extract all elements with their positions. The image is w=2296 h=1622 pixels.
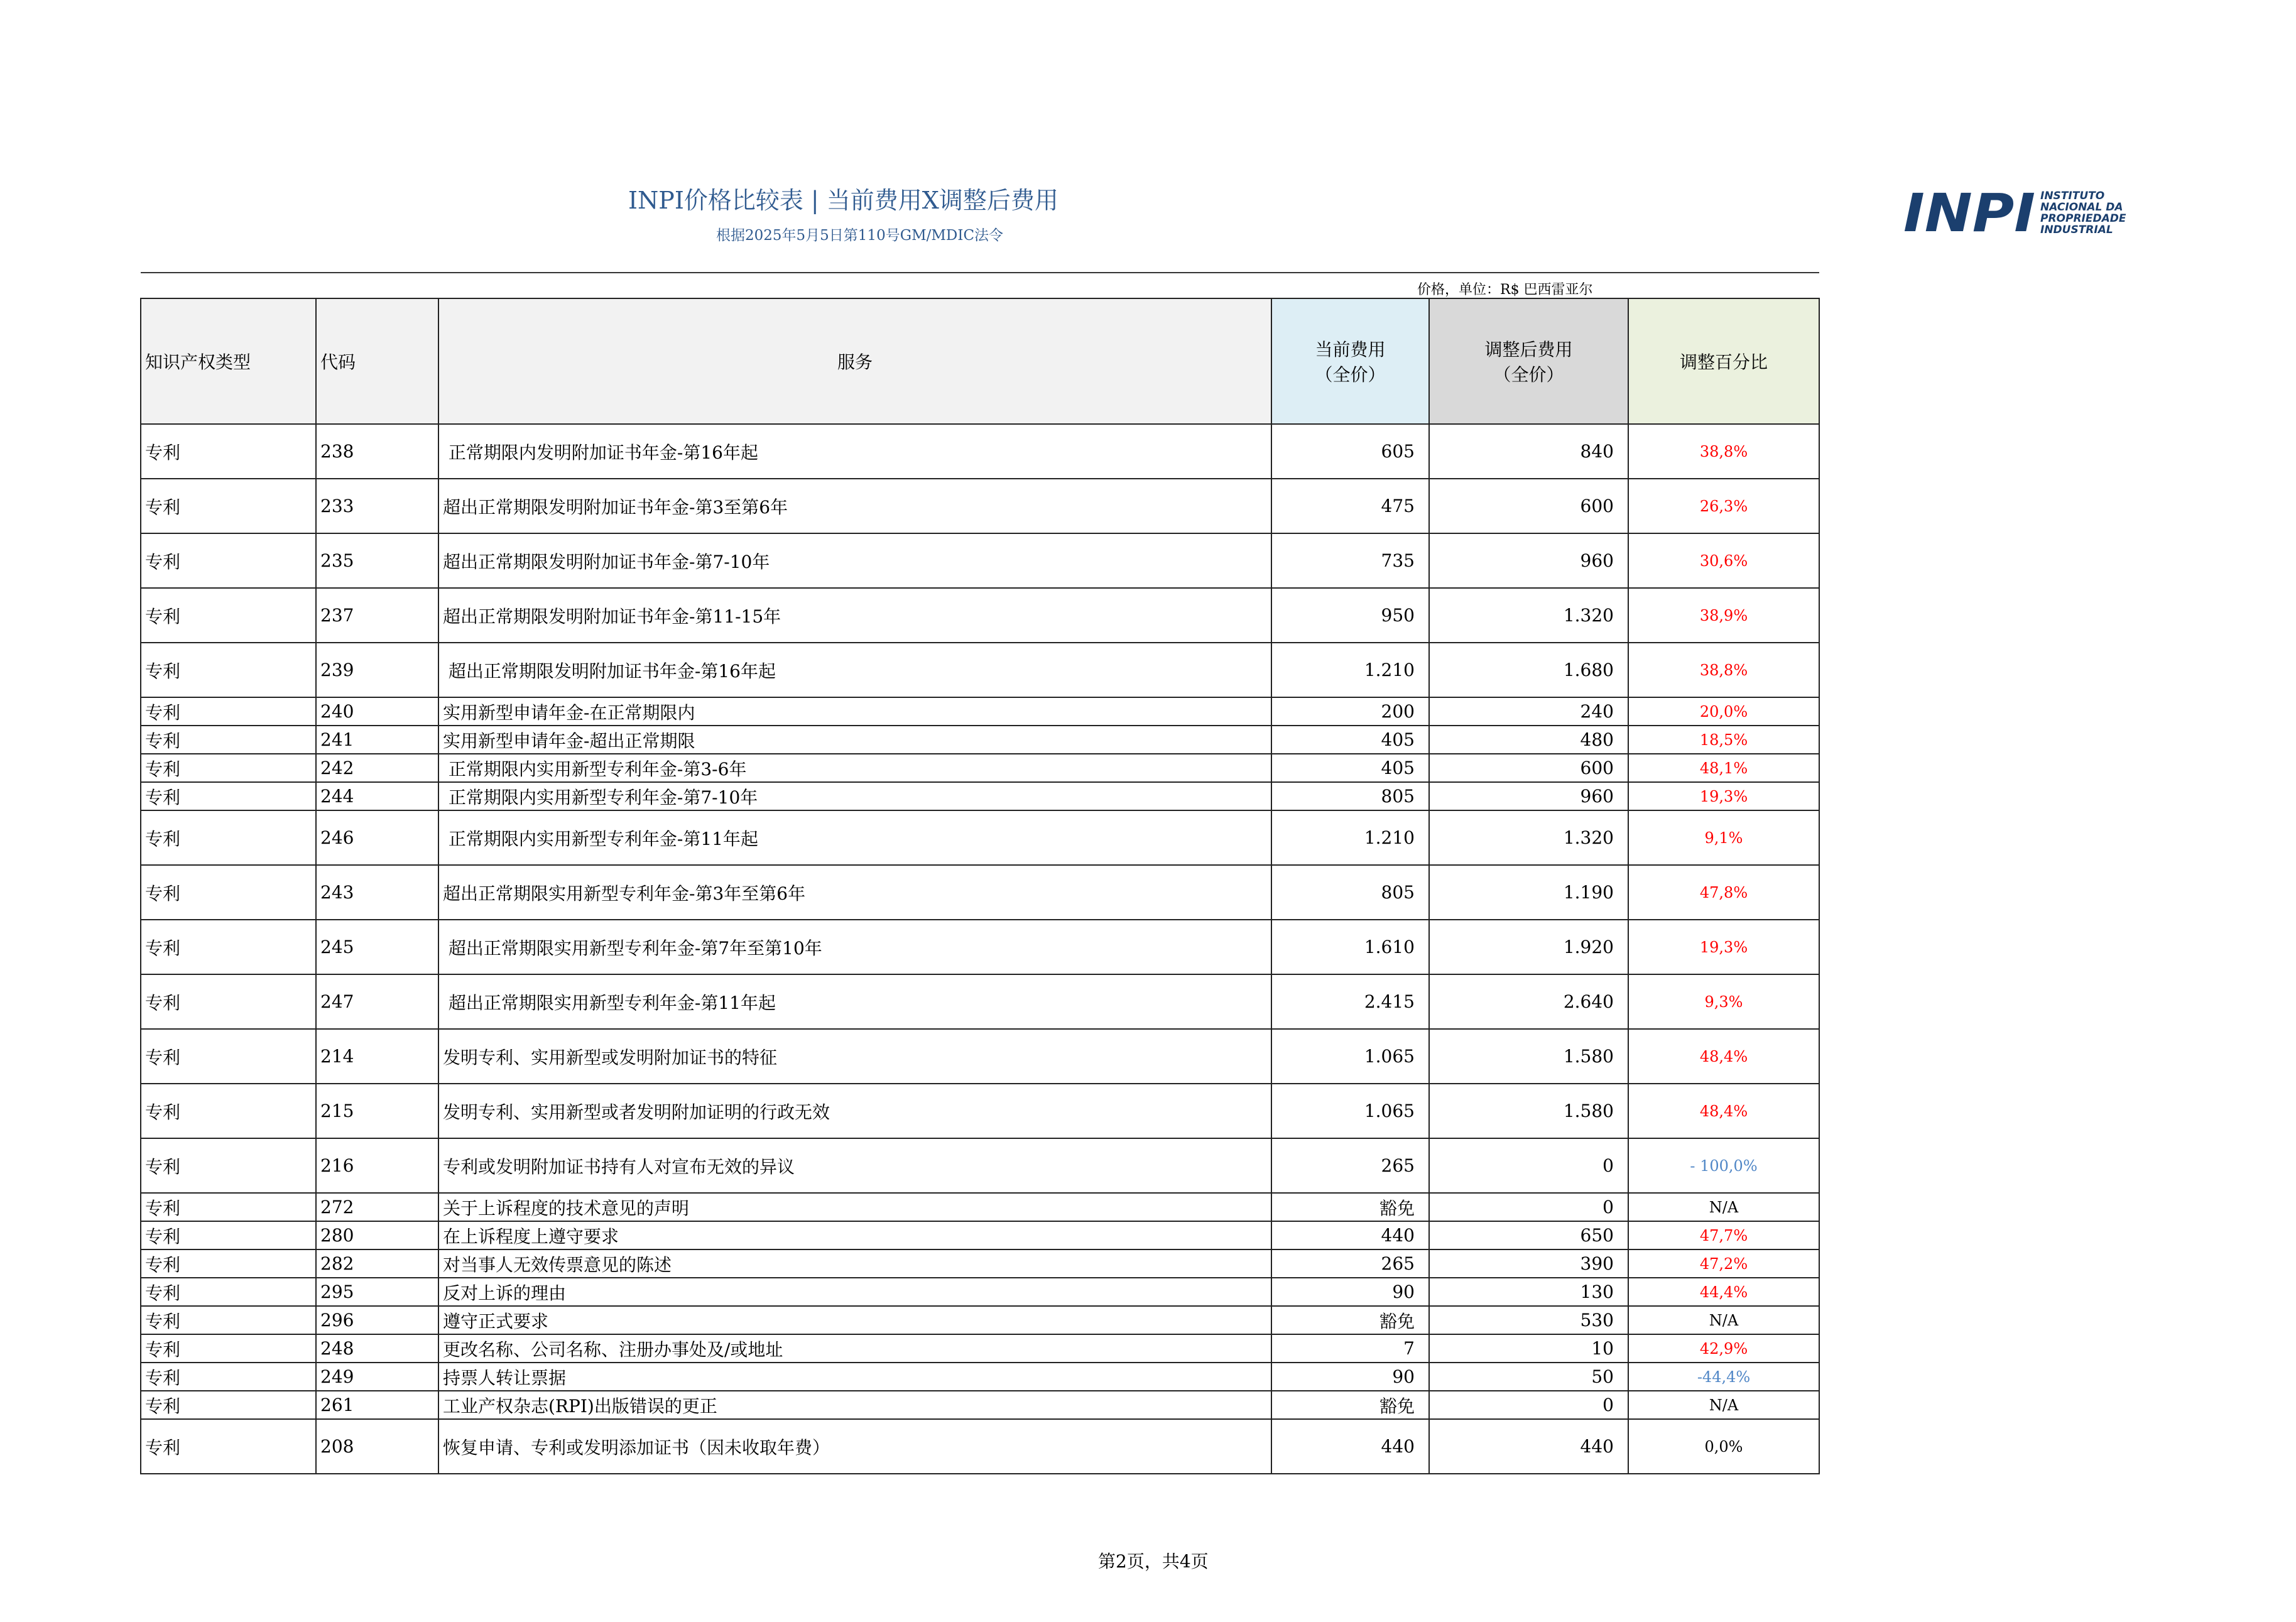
cell-current-fee: 1.210	[1271, 643, 1429, 697]
cell-type: 专利	[141, 1419, 316, 1474]
table-row	[141, 643, 1819, 697]
table-row	[141, 1138, 1819, 1193]
inpi-logo-line-1: INSTITUTO	[2040, 190, 2105, 202]
cell-type: 专利	[141, 1029, 316, 1084]
current-fee-sublabel: （全价）	[1315, 364, 1386, 385]
cell-adjusted-fee: 0	[1429, 1138, 1628, 1193]
cell-current-fee: 豁免	[1271, 1306, 1429, 1334]
cell-adjust-percent: 48,4%	[1628, 1029, 1819, 1084]
cell-current-fee: 265	[1271, 1138, 1429, 1193]
cell-current-fee: 475	[1271, 479, 1429, 533]
cell-type: 专利	[141, 697, 316, 726]
cell-code: 214	[316, 1029, 438, 1084]
cell-type: 专利	[141, 1193, 316, 1221]
cell-type: 专利	[141, 1363, 316, 1391]
cell-adjust-percent: 38,9%	[1628, 588, 1819, 643]
cell-service: 正常期限内实用新型专利年金-第11年起	[438, 810, 1271, 865]
cell-current-fee: 805	[1271, 782, 1429, 810]
cell-adjusted-fee: 50	[1429, 1363, 1628, 1391]
cell-adjusted-fee: 1.920	[1429, 920, 1628, 974]
table-row	[141, 1221, 1819, 1249]
cell-type: 专利	[141, 726, 316, 754]
table-row	[141, 479, 1819, 533]
cell-service: 正常期限内发明附加证书年金-第16年起	[438, 424, 1271, 479]
column-header-code: 代码	[316, 298, 438, 424]
cell-adjusted-fee: 10	[1429, 1334, 1628, 1363]
cell-adjusted-fee: 530	[1429, 1306, 1628, 1334]
cell-code: 280	[316, 1221, 438, 1249]
cell-adjust-percent: 18,5%	[1628, 726, 1819, 754]
cell-adjust-percent: 47,2%	[1628, 1249, 1819, 1278]
table-row	[141, 1334, 1819, 1363]
cell-service: 正常期限内实用新型专利年金-第3-6年	[438, 754, 1271, 782]
cell-code: 261	[316, 1391, 438, 1419]
cell-code: 242	[316, 754, 438, 782]
column-header-type: 知识产权类型	[141, 298, 316, 424]
cell-adjust-percent: N/A	[1628, 1193, 1819, 1221]
cell-service: 超出正常期限发明附加证书年金-第16年起	[438, 643, 1271, 697]
table-row	[141, 1391, 1819, 1419]
cell-current-fee: 1.210	[1271, 810, 1429, 865]
cell-type: 专利	[141, 1306, 316, 1334]
cell-adjusted-fee: 960	[1429, 533, 1628, 588]
table-row	[141, 424, 1819, 479]
table-row	[141, 1249, 1819, 1278]
cell-code: 249	[316, 1363, 438, 1391]
cell-adjusted-fee: 1.680	[1429, 643, 1628, 697]
cell-adjust-percent: 47,7%	[1628, 1221, 1819, 1249]
table-row	[141, 533, 1819, 588]
cell-service: 工业产权杂志(RPI)出版错误的更正	[438, 1391, 1271, 1419]
cell-adjusted-fee: 0	[1429, 1391, 1628, 1419]
cell-service: 发明专利、实用新型或发明附加证书的特征	[438, 1029, 1271, 1084]
table-row	[141, 1029, 1819, 1084]
cell-code: 247	[316, 974, 438, 1029]
inpi-logo-line-3: PROPRIEDADE	[2040, 212, 2126, 225]
cell-code: 240	[316, 697, 438, 726]
table-row	[141, 754, 1819, 782]
cell-adjust-percent: 30,6%	[1628, 533, 1819, 588]
table-row	[141, 697, 1819, 726]
cell-service: 持票人转让票据	[438, 1363, 1271, 1391]
cell-adjusted-fee: 600	[1429, 754, 1628, 782]
cell-service: 正常期限内实用新型专利年金-第7-10年	[438, 782, 1271, 810]
cell-adjust-percent: 0,0%	[1628, 1419, 1819, 1474]
cell-adjust-percent: 38,8%	[1628, 643, 1819, 697]
column-header-adjusted-fee	[1429, 298, 1628, 424]
table-row	[141, 782, 1819, 810]
cell-code: 237	[316, 588, 438, 643]
cell-code: 239	[316, 643, 438, 697]
table-header-row	[141, 298, 1819, 424]
page-title: INPI价格比较表 | 当前费用X调整后费用	[628, 187, 1058, 214]
cell-code: 238	[316, 424, 438, 479]
cell-type: 专利	[141, 479, 316, 533]
cell-adjust-percent: 44,4%	[1628, 1278, 1819, 1306]
cell-adjust-percent: 48,1%	[1628, 754, 1819, 782]
cell-adjusted-fee: 0	[1429, 1193, 1628, 1221]
cell-current-fee: 1.610	[1271, 920, 1429, 974]
cell-type: 专利	[141, 588, 316, 643]
cell-adjust-percent: 47,8%	[1628, 865, 1819, 920]
cell-adjust-percent: 26,3%	[1628, 479, 1819, 533]
inpi-logo-line-2: NACIONAL DA	[2040, 201, 2123, 214]
cell-adjusted-fee: 2.640	[1429, 974, 1628, 1029]
cell-type: 专利	[141, 533, 316, 588]
cell-adjust-percent: N/A	[1628, 1391, 1819, 1419]
table-row	[141, 1306, 1819, 1334]
cell-type: 专利	[141, 1334, 316, 1363]
cell-adjusted-fee: 960	[1429, 782, 1628, 810]
cell-adjusted-fee: 1.580	[1429, 1084, 1628, 1138]
cell-code: 282	[316, 1249, 438, 1278]
fee-comparison-table	[140, 298, 1820, 1474]
table-body	[141, 424, 1819, 1474]
cell-service: 超出正常期限发明附加证书年金-第11-15年	[438, 588, 1271, 643]
cell-adjust-percent: 9,3%	[1628, 974, 1819, 1029]
cell-current-fee: 605	[1271, 424, 1429, 479]
cell-current-fee: 440	[1271, 1221, 1429, 1249]
cell-current-fee: 1.065	[1271, 1029, 1429, 1084]
cell-type: 专利	[141, 754, 316, 782]
cell-current-fee: 7	[1271, 1334, 1429, 1363]
cell-current-fee: 950	[1271, 588, 1429, 643]
cell-type: 专利	[141, 920, 316, 974]
cell-current-fee: 405	[1271, 754, 1429, 782]
cell-current-fee: 200	[1271, 697, 1429, 726]
cell-adjusted-fee: 1.580	[1429, 1029, 1628, 1084]
cell-type: 专利	[141, 1249, 316, 1278]
cell-service: 超出正常期限发明附加证书年金-第7-10年	[438, 533, 1271, 588]
cell-code: 296	[316, 1306, 438, 1334]
cell-service: 恢复申请、专利或发明添加证书（因未收取年费）	[438, 1419, 1271, 1474]
cell-service: 遵守正式要求	[438, 1306, 1271, 1334]
table-row	[141, 1193, 1819, 1221]
cell-type: 专利	[141, 424, 316, 479]
cell-current-fee: 豁免	[1271, 1193, 1429, 1221]
table-row	[141, 810, 1819, 865]
cell-adjusted-fee: 480	[1429, 726, 1628, 754]
cell-adjusted-fee: 390	[1429, 1249, 1628, 1278]
cell-adjust-percent: - 100,0%	[1628, 1138, 1819, 1193]
cell-current-fee: 豁免	[1271, 1391, 1429, 1419]
cell-current-fee: 265	[1271, 1249, 1429, 1278]
cell-current-fee: 735	[1271, 533, 1429, 588]
cell-type: 专利	[141, 810, 316, 865]
column-header-service: 服务	[438, 298, 1271, 424]
cell-type: 专利	[141, 643, 316, 697]
cell-adjust-percent: 38,8%	[1628, 424, 1819, 479]
cell-current-fee: 2.415	[1271, 974, 1429, 1029]
cell-type: 专利	[141, 1084, 316, 1138]
cell-service: 对当事人无效传票意见的陈述	[438, 1249, 1271, 1278]
cell-current-fee: 90	[1271, 1363, 1429, 1391]
cell-service: 在上诉程度上遵守要求	[438, 1221, 1271, 1249]
adjusted-fee-label: 调整后费用	[1484, 339, 1573, 360]
cell-service: 超出正常期限实用新型专利年金-第3年至第6年	[438, 865, 1271, 920]
cell-code: 245	[316, 920, 438, 974]
cell-service: 超出正常期限发明附加证书年金-第3至第6年	[438, 479, 1271, 533]
inpi-logo-line-4: INDUSTRIAL	[2040, 224, 2113, 236]
table-row	[141, 1084, 1819, 1138]
cell-adjust-percent: 20,0%	[1628, 697, 1819, 726]
header-divider	[141, 272, 1819, 273]
adjusted-fee-sublabel: （全价）	[1493, 364, 1564, 385]
cell-adjusted-fee: 600	[1429, 479, 1628, 533]
cell-service: 实用新型申请年金-超出正常期限	[438, 726, 1271, 754]
cell-adjusted-fee: 440	[1429, 1419, 1628, 1474]
cell-current-fee: 440	[1271, 1419, 1429, 1474]
cell-code: 246	[316, 810, 438, 865]
cell-current-fee: 805	[1271, 865, 1429, 920]
page-subtitle: 根据2025年5月5日第110号GM/MDIC法令	[716, 227, 1004, 244]
cell-code: 248	[316, 1334, 438, 1363]
cell-adjusted-fee: 840	[1429, 424, 1628, 479]
cell-code: 243	[316, 865, 438, 920]
cell-type: 专利	[141, 1391, 316, 1419]
cell-code: 216	[316, 1138, 438, 1193]
cell-service: 超出正常期限实用新型专利年金-第7年至第10年	[438, 920, 1271, 974]
cell-current-fee: 405	[1271, 726, 1429, 754]
current-fee-label: 当前费用	[1315, 339, 1386, 360]
cell-service: 专利或发明附加证书持有人对宣布无效的异议	[438, 1138, 1271, 1193]
cell-code: 272	[316, 1193, 438, 1221]
cell-adjust-percent: 48,4%	[1628, 1084, 1819, 1138]
unit-note: 价格，单位：R$ 巴西雷亚尔	[1417, 282, 1593, 298]
cell-code: 235	[316, 533, 438, 588]
cell-code: 295	[316, 1278, 438, 1306]
cell-adjusted-fee: 1.190	[1429, 865, 1628, 920]
cell-adjust-percent: N/A	[1628, 1306, 1819, 1334]
cell-adjust-percent: -44,4%	[1628, 1363, 1819, 1391]
cell-adjusted-fee: 1.320	[1429, 810, 1628, 865]
table-row	[141, 974, 1819, 1029]
cell-service: 更改名称、公司名称、注册办事处及/或地址	[438, 1334, 1271, 1363]
inpi-logo-mark: INPI	[1903, 187, 2035, 237]
cell-code: 241	[316, 726, 438, 754]
table-row	[141, 726, 1819, 754]
cell-adjust-percent: 9,1%	[1628, 810, 1819, 865]
cell-adjusted-fee: 240	[1429, 697, 1628, 726]
table-row	[141, 588, 1819, 643]
page-number: 第2页，共4页	[1098, 1551, 1209, 1572]
cell-service: 反对上诉的理由	[438, 1278, 1271, 1306]
cell-type: 专利	[141, 1138, 316, 1193]
cell-adjusted-fee: 130	[1429, 1278, 1628, 1306]
table-row	[141, 865, 1819, 920]
table-row	[141, 920, 1819, 974]
cell-code: 208	[316, 1419, 438, 1474]
table-row	[141, 1419, 1819, 1474]
cell-adjusted-fee: 650	[1429, 1221, 1628, 1249]
cell-code: 244	[316, 782, 438, 810]
cell-current-fee: 1.065	[1271, 1084, 1429, 1138]
cell-code: 215	[316, 1084, 438, 1138]
cell-current-fee: 90	[1271, 1278, 1429, 1306]
cell-adjusted-fee: 1.320	[1429, 588, 1628, 643]
cell-service: 实用新型申请年金-在正常期限内	[438, 697, 1271, 726]
cell-type: 专利	[141, 1278, 316, 1306]
cell-service: 关于上诉程度的技术意见的声明	[438, 1193, 1271, 1221]
inpi-logo	[1903, 187, 2142, 237]
cell-service: 超出正常期限实用新型专利年金-第11年起	[438, 974, 1271, 1029]
cell-service: 发明专利、实用新型或者发明附加证明的行政无效	[438, 1084, 1271, 1138]
cell-adjust-percent: 19,3%	[1628, 920, 1819, 974]
column-header-percent: 调整百分比	[1628, 298, 1819, 424]
cell-type: 专利	[141, 1221, 316, 1249]
table-row	[141, 1363, 1819, 1391]
column-header-current-fee	[1271, 298, 1429, 424]
table-row	[141, 1278, 1819, 1306]
cell-type: 专利	[141, 974, 316, 1029]
cell-type: 专利	[141, 782, 316, 810]
cell-adjust-percent: 19,3%	[1628, 782, 1819, 810]
cell-adjust-percent: 42,9%	[1628, 1334, 1819, 1363]
cell-type: 专利	[141, 865, 316, 920]
cell-code: 233	[316, 479, 438, 533]
